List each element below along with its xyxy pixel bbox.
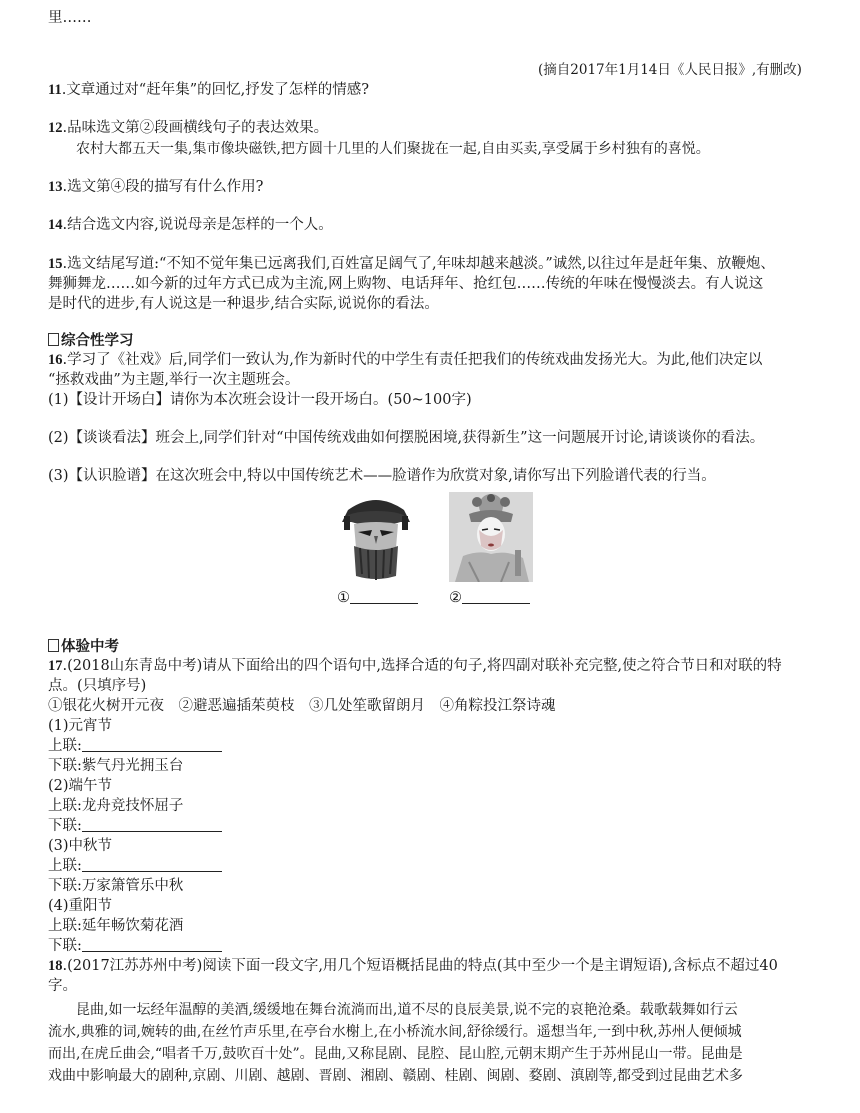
festival-4: (4)重阳节 — [48, 898, 113, 914]
couplet-upper: 上联:龙舟竞技怀屈子 — [48, 798, 184, 814]
question-text-line: “拯救戏曲”为主题,举行一次主题班会。 — [48, 372, 300, 388]
source-citation: (摘自2017年1月14日《人民日报》,有删改) — [538, 62, 802, 78]
couplet-upper: 上联: — [48, 736, 222, 756]
question-text: .文章通过对“赶年集”的回忆,抒发了怎样的情感? — [61, 82, 370, 98]
question-text: .选文第④段的描写有什么作用? — [62, 179, 264, 195]
section-heading-comprehensive: 综合性学习 — [48, 331, 134, 351]
section-heading-exam: 体验中考 — [48, 637, 119, 657]
couplet-lower: 下联:万家箫管乐中秋 — [48, 878, 184, 894]
answer-blank[interactable] — [82, 817, 222, 832]
couplet-lower: 下联:紫气丹光拥玉台 — [48, 758, 184, 774]
question-text-line: .(2017江苏苏州中考)阅读下面一段文字,用几个短语概括昆曲的特点(其中至少一个是主谓短语),含标点不超过40 — [62, 958, 778, 974]
sub-question-1: (1)【设计开场白】请你为本次班会设计一段开场白。(50~100字) — [48, 392, 472, 408]
passage-line: 昆曲,如一坛经年温醇的美酒,缓缓地在舞台流淌而出,道不尽的良辰美景,说不完的哀艳沧桑。载歌载舞如行云 — [76, 1002, 738, 1018]
question-13 — [48, 177, 263, 197]
passage-line: 而出,在虎丘曲会,“唱者千万,鼓吹百十处”。昆曲,又称昆剧、昆腔、昆山腔,元朝末期产生于苏州昆山一带。昆曲是 — [48, 1046, 743, 1062]
blank-label: ① — [337, 590, 350, 606]
sub-question-3: (3)【认识脸谱】在这次班会中,特以中国传统艺术——脸谱作为欣赏对象,请你写出下列脸谱代表的行当。 — [48, 468, 716, 484]
quoted-sentence: 农村大都五天一集,集市像块磁铁,把方圆十几里的人们聚拢在一起,自由买卖,享受属于乡村独有的喜悦。 — [76, 141, 710, 157]
question-text-line: 点。(只填序号) — [48, 678, 147, 694]
opera-mask-2-image — [449, 492, 533, 582]
answer-blank[interactable] — [82, 937, 222, 952]
question-number: 18 — [48, 958, 63, 974]
question-number: 17 — [48, 658, 63, 674]
question-text: .结合选文内容,说说母亲是怎样的一个人。 — [62, 217, 333, 233]
couplet-upper: 上联: — [48, 856, 222, 876]
question-number: 14 — [48, 217, 63, 233]
question-number: 12 — [48, 120, 63, 136]
question-15 — [48, 254, 775, 274]
passage-line: 流水,典雅的词,婉转的曲,在丝竹声乐里,在亭台水榭上,在小桥流水间,舒徐缓行。遥想当年,一到中秋,苏州人便倾城 — [48, 1024, 742, 1040]
couplet-upper: 上联:延年畅饮菊花酒 — [48, 918, 184, 934]
blank-label: ② — [449, 590, 462, 606]
continued-text: 里…… — [48, 10, 92, 26]
mask-answer-1 — [337, 588, 418, 608]
festival-2: (2)端午节 — [48, 778, 113, 794]
festival-1: (1)元宵节 — [48, 718, 113, 734]
square-icon — [48, 333, 59, 346]
question-17 — [48, 656, 782, 676]
question-number: 13 — [48, 179, 63, 195]
passage-line: 戏曲中影响最大的剧种,京剧、川剧、越剧、晋剧、湘剧、赣剧、桂剧、闽剧、婺剧、滇剧等,都受到过昆曲艺术多 — [48, 1068, 743, 1084]
square-icon — [48, 639, 59, 652]
question-text-line: .选文结尾写道:“不知不觉年集已远离我们,百姓富足阔气了,年味却越来越淡。”诚然,以往过年是赶年集、放鞭炮、 — [62, 256, 775, 272]
question-11 — [48, 80, 369, 100]
question-12 — [48, 118, 328, 138]
question-text-line: 是时代的进步,有人说这是一种退步,结合实际,说说你的看法。 — [48, 296, 439, 312]
couplet-lower: 下联: — [48, 816, 222, 836]
festival-3: (3)中秋节 — [48, 838, 113, 854]
question-number: 15 — [48, 256, 63, 272]
answer-blank[interactable] — [82, 737, 222, 752]
answer-blank-1[interactable] — [350, 589, 418, 604]
couplet-lower: 下联: — [48, 936, 222, 956]
mask-answer-2 — [449, 588, 530, 608]
question-text-line: .学习了《社戏》后,同学们一致认为,作为新时代的中学生有责任把我们的传统戏曲发扬光大。为此,他们决定以 — [62, 352, 763, 368]
question-text-line: 字。 — [48, 978, 77, 994]
question-text-line: 舞狮舞龙……如今新的过年方式已成为主流,网上购物、电话拜年、抢红包……传统的年味在慢慢淡去。有人说这 — [48, 276, 764, 292]
options-line: ①银花火树开元夜 ②避恶遍插茱萸枝 ③几处笙歌留朗月 ④角粽投江祭诗魂 — [48, 698, 556, 714]
sub-question-2: (2)【谈谈看法】班会上,同学们针对“中国传统戏曲如何摆脱困境,获得新生”这一问题展开讨论,请谈谈你的看法。 — [48, 430, 765, 446]
question-text: .品味选文第②段画横线句子的表达效果。 — [62, 120, 329, 136]
question-text-line: .(2018山东青岛中考)请从下面给出的四个语句中,选择合适的句子,将四副对联补充完整,使之符合节日和对联的特 — [62, 658, 782, 674]
question-number: 16 — [48, 352, 63, 368]
question-16 — [48, 350, 762, 370]
opera-mask-1-image — [336, 492, 416, 582]
answer-blank-2[interactable] — [462, 589, 530, 604]
question-number: 11 — [48, 82, 62, 98]
question-18 — [48, 956, 778, 976]
answer-blank[interactable] — [82, 857, 222, 872]
question-14 — [48, 215, 333, 235]
